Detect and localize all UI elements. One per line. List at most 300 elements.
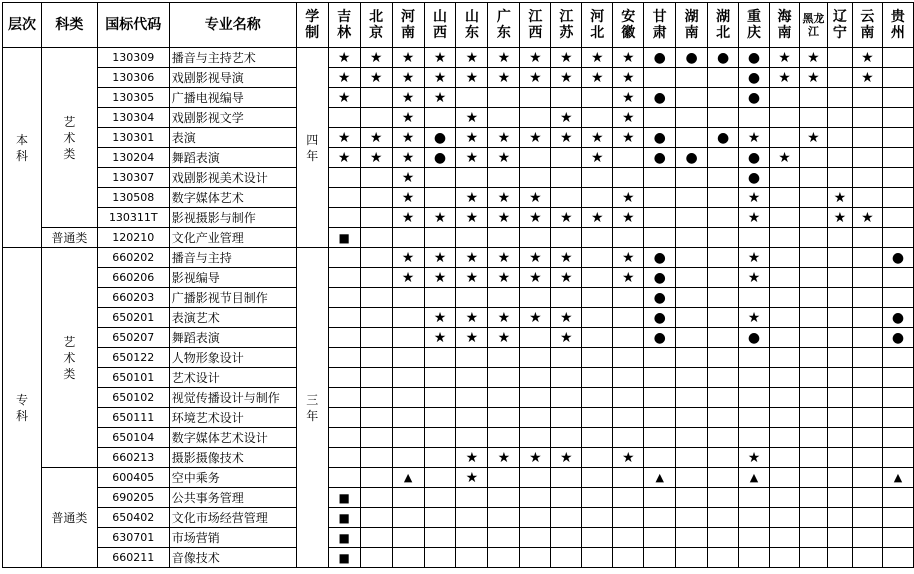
mark-cell bbox=[676, 368, 708, 388]
mark-cell bbox=[551, 508, 582, 528]
mark-cell: ★ bbox=[424, 208, 456, 228]
mark-cell bbox=[613, 548, 644, 568]
mark-cell bbox=[644, 408, 676, 428]
header-province-1-line2: 京 bbox=[369, 25, 384, 41]
mark-cell bbox=[328, 248, 360, 268]
header-province-4-line2: 东 bbox=[464, 25, 479, 41]
major-name: 数字媒体艺术设计 bbox=[169, 428, 296, 448]
mark-cell bbox=[424, 488, 456, 508]
mark-cell: ★ bbox=[424, 88, 456, 108]
mark-cell: ● bbox=[739, 48, 770, 68]
mark-cell bbox=[551, 468, 582, 488]
mark-cell bbox=[520, 348, 551, 368]
mark-cell: ★ bbox=[488, 68, 520, 88]
major-name: 市场营销 bbox=[169, 528, 296, 548]
major-name: 视觉传播设计与制作 bbox=[169, 388, 296, 408]
mark-cell bbox=[852, 528, 882, 548]
header-province-8-line1: 河 bbox=[590, 9, 605, 25]
table-row bbox=[3, 408, 914, 428]
mark-cell bbox=[676, 188, 708, 208]
major-code: 130309 bbox=[97, 48, 169, 68]
header-province-12-line2: 北 bbox=[716, 25, 731, 41]
mark-cell bbox=[424, 188, 456, 208]
mark-cell: ● bbox=[644, 48, 676, 68]
mark-cell bbox=[328, 368, 360, 388]
mark-cell bbox=[582, 348, 613, 368]
header-province-13 bbox=[739, 3, 770, 48]
mark-cell: ★ bbox=[582, 128, 613, 148]
mark-cell bbox=[613, 228, 644, 248]
mark-cell bbox=[456, 408, 488, 428]
mark-cell bbox=[328, 348, 360, 368]
category-arts-undergrad-char: 类 bbox=[63, 146, 76, 161]
mark-cell: ● bbox=[708, 128, 739, 148]
mark-cell: ★ bbox=[456, 248, 488, 268]
mark-cell bbox=[392, 528, 424, 548]
table-row bbox=[3, 68, 914, 88]
mark-cell bbox=[644, 428, 676, 448]
mark-cell: ★ bbox=[799, 48, 827, 68]
major-code: 660213 bbox=[97, 448, 169, 468]
mark-cell: ★ bbox=[551, 308, 582, 328]
mark-cell: ★ bbox=[613, 48, 644, 68]
mark-cell bbox=[392, 328, 424, 348]
mark-cell: ● bbox=[676, 48, 708, 68]
mark-cell bbox=[328, 408, 360, 428]
mark-cell bbox=[488, 348, 520, 368]
mark-cell bbox=[852, 228, 882, 248]
mark-cell bbox=[360, 228, 392, 248]
mark-cell bbox=[551, 368, 582, 388]
mark-cell bbox=[488, 468, 520, 488]
table-row bbox=[3, 148, 914, 168]
mark-cell: ★ bbox=[852, 48, 882, 68]
major-code: 650207 bbox=[97, 328, 169, 348]
mark-cell: ★ bbox=[551, 448, 582, 468]
mark-cell: ● bbox=[882, 308, 913, 328]
mark-cell bbox=[644, 448, 676, 468]
header-major: 专业名称 bbox=[169, 3, 296, 48]
mark-cell bbox=[676, 428, 708, 448]
mark-cell bbox=[799, 448, 827, 468]
mark-cell bbox=[676, 168, 708, 188]
mark-cell bbox=[799, 368, 827, 388]
mark-cell bbox=[644, 388, 676, 408]
mark-cell: ★ bbox=[739, 208, 770, 228]
mark-cell bbox=[799, 208, 827, 228]
mark-cell bbox=[676, 548, 708, 568]
mark-cell bbox=[676, 328, 708, 348]
mark-cell bbox=[852, 408, 882, 428]
mark-cell bbox=[644, 168, 676, 188]
mark-cell: ● bbox=[739, 88, 770, 108]
mark-cell: ★ bbox=[328, 88, 360, 108]
mark-cell bbox=[360, 288, 392, 308]
mark-cell bbox=[424, 448, 456, 468]
mark-cell bbox=[360, 208, 392, 228]
mark-cell bbox=[770, 548, 800, 568]
mark-cell bbox=[328, 288, 360, 308]
mark-cell: ★ bbox=[582, 48, 613, 68]
mark-cell bbox=[360, 448, 392, 468]
mark-cell bbox=[799, 348, 827, 368]
mark-cell bbox=[551, 408, 582, 428]
mark-cell bbox=[882, 48, 913, 68]
mark-cell bbox=[882, 408, 913, 428]
mark-cell bbox=[488, 388, 520, 408]
mark-cell bbox=[852, 428, 882, 448]
mark-cell: ★ bbox=[328, 68, 360, 88]
table-row bbox=[3, 268, 914, 288]
mark-cell bbox=[708, 408, 739, 428]
mark-cell bbox=[770, 388, 800, 408]
mark-cell bbox=[424, 108, 456, 128]
duration-four-years-char: 年 bbox=[306, 148, 319, 163]
mark-cell: ▲ bbox=[739, 468, 770, 488]
table-row bbox=[3, 48, 914, 68]
mark-cell bbox=[827, 148, 852, 168]
major-name: 戏剧影视导演 bbox=[169, 68, 296, 88]
mark-cell bbox=[770, 168, 800, 188]
mark-cell: ★ bbox=[520, 188, 551, 208]
mark-cell: ★ bbox=[456, 468, 488, 488]
header-province-7-line1: 江 bbox=[559, 9, 574, 25]
mark-cell bbox=[708, 428, 739, 448]
mark-cell bbox=[852, 248, 882, 268]
mark-cell bbox=[456, 548, 488, 568]
major-name: 戏剧影视文学 bbox=[169, 108, 296, 128]
mark-cell bbox=[827, 128, 852, 148]
mark-cell bbox=[520, 88, 551, 108]
mark-cell: ★ bbox=[739, 128, 770, 148]
mark-cell bbox=[739, 108, 770, 128]
mark-cell bbox=[708, 348, 739, 368]
mark-cell bbox=[676, 348, 708, 368]
mark-cell: ▲ bbox=[644, 468, 676, 488]
mark-cell: ★ bbox=[582, 148, 613, 168]
mark-cell bbox=[328, 308, 360, 328]
mark-cell bbox=[424, 228, 456, 248]
mark-cell bbox=[827, 548, 852, 568]
mark-cell: ■ bbox=[328, 528, 360, 548]
mark-cell bbox=[852, 368, 882, 388]
mark-cell bbox=[827, 48, 852, 68]
mark-cell: ★ bbox=[551, 128, 582, 148]
mark-cell: ★ bbox=[424, 328, 456, 348]
major-code: 650102 bbox=[97, 388, 169, 408]
mark-cell: ★ bbox=[392, 48, 424, 68]
major-code: 650111 bbox=[97, 408, 169, 428]
mark-cell: ★ bbox=[488, 448, 520, 468]
major-code: 650122 bbox=[97, 348, 169, 368]
major-code: 650101 bbox=[97, 368, 169, 388]
mark-cell: ★ bbox=[456, 128, 488, 148]
mark-cell: ★ bbox=[551, 48, 582, 68]
mark-cell bbox=[613, 348, 644, 368]
mark-cell: ★ bbox=[551, 268, 582, 288]
category-arts-undergrad-char: 术 bbox=[63, 130, 76, 145]
mark-cell bbox=[852, 328, 882, 348]
mark-cell bbox=[676, 488, 708, 508]
mark-cell bbox=[708, 388, 739, 408]
header-province-14-line1: 海 bbox=[777, 9, 792, 25]
mark-cell bbox=[770, 88, 800, 108]
mark-cell bbox=[488, 548, 520, 568]
mark-cell bbox=[582, 468, 613, 488]
level-undergrad-char: 本 bbox=[15, 132, 28, 147]
mark-cell bbox=[456, 228, 488, 248]
mark-cell bbox=[770, 528, 800, 548]
mark-cell: ★ bbox=[360, 148, 392, 168]
major-code: 120210 bbox=[97, 228, 169, 248]
mark-cell bbox=[424, 408, 456, 428]
mark-cell bbox=[582, 108, 613, 128]
mark-cell bbox=[392, 288, 424, 308]
mark-cell: ★ bbox=[739, 308, 770, 328]
mark-cell: ★ bbox=[392, 128, 424, 148]
header-province-13-line1: 重 bbox=[747, 9, 762, 25]
header-province-0-line2: 林 bbox=[337, 25, 352, 41]
table-row bbox=[3, 468, 914, 488]
mark-cell bbox=[676, 388, 708, 408]
mark-cell bbox=[392, 508, 424, 528]
mark-cell: ● bbox=[739, 148, 770, 168]
mark-cell: ★ bbox=[328, 48, 360, 68]
mark-cell bbox=[799, 328, 827, 348]
mark-cell bbox=[882, 488, 913, 508]
mark-cell bbox=[708, 268, 739, 288]
mark-cell bbox=[827, 388, 852, 408]
mark-cell bbox=[708, 208, 739, 228]
mark-cell bbox=[882, 288, 913, 308]
mark-cell bbox=[676, 228, 708, 248]
mark-cell bbox=[827, 228, 852, 248]
mark-cell bbox=[799, 528, 827, 548]
mark-cell bbox=[676, 528, 708, 548]
mark-cell: ★ bbox=[613, 268, 644, 288]
mark-cell bbox=[882, 108, 913, 128]
major-name: 播音与主持 bbox=[169, 248, 296, 268]
mark-cell bbox=[520, 488, 551, 508]
mark-cell: ★ bbox=[827, 208, 852, 228]
mark-cell bbox=[676, 108, 708, 128]
mark-cell bbox=[551, 388, 582, 408]
header-province-9-line2: 徽 bbox=[621, 25, 636, 41]
mark-cell bbox=[328, 208, 360, 228]
mark-cell bbox=[799, 408, 827, 428]
major-code: 660206 bbox=[97, 268, 169, 288]
mark-cell bbox=[392, 368, 424, 388]
mark-cell bbox=[799, 248, 827, 268]
header-duration-2: 制 bbox=[305, 25, 320, 41]
header-province-3 bbox=[424, 3, 456, 48]
mark-cell bbox=[852, 348, 882, 368]
mark-cell bbox=[360, 268, 392, 288]
mark-cell: ★ bbox=[456, 188, 488, 208]
mark-cell: ★ bbox=[770, 68, 800, 88]
header-province-8 bbox=[582, 3, 613, 48]
mark-cell bbox=[392, 348, 424, 368]
mark-cell bbox=[770, 248, 800, 268]
major-code: 650104 bbox=[97, 428, 169, 448]
mark-cell bbox=[392, 228, 424, 248]
mark-cell bbox=[852, 128, 882, 148]
duration-three-years-char: 三 bbox=[306, 392, 319, 407]
header-province-16-line1: 辽 bbox=[832, 9, 847, 25]
mark-cell bbox=[488, 88, 520, 108]
mark-cell bbox=[827, 528, 852, 548]
mark-cell: ★ bbox=[456, 268, 488, 288]
mark-cell: ● bbox=[644, 88, 676, 108]
mark-cell bbox=[827, 288, 852, 308]
major-code: 130301 bbox=[97, 128, 169, 148]
mark-cell: ★ bbox=[392, 208, 424, 228]
mark-cell: ★ bbox=[328, 128, 360, 148]
header-province-9-line1: 安 bbox=[621, 9, 636, 25]
mark-cell: ▲ bbox=[882, 468, 913, 488]
table-row bbox=[3, 348, 914, 368]
mark-cell bbox=[520, 388, 551, 408]
major-code: 130311T bbox=[97, 208, 169, 228]
mark-cell bbox=[739, 528, 770, 548]
mark-cell: ● bbox=[708, 48, 739, 68]
mark-cell bbox=[520, 468, 551, 488]
header-province-6-line2: 西 bbox=[528, 25, 543, 41]
major-code: 130304 bbox=[97, 108, 169, 128]
mark-cell: ● bbox=[739, 168, 770, 188]
mark-cell: ★ bbox=[360, 128, 392, 148]
mark-cell bbox=[488, 168, 520, 188]
header-province-15 bbox=[799, 3, 827, 48]
mark-cell bbox=[882, 268, 913, 288]
header-province-9 bbox=[613, 3, 644, 48]
header-province-0-line1: 吉 bbox=[337, 9, 352, 25]
mark-cell bbox=[488, 488, 520, 508]
mark-cell bbox=[613, 308, 644, 328]
table-row bbox=[3, 368, 914, 388]
mark-cell: ★ bbox=[852, 68, 882, 88]
duration-four-years bbox=[296, 48, 328, 248]
mark-cell bbox=[739, 288, 770, 308]
major-name: 播音与主持艺术 bbox=[169, 48, 296, 68]
mark-cell: ★ bbox=[613, 108, 644, 128]
mark-cell: ★ bbox=[739, 188, 770, 208]
mark-cell bbox=[392, 408, 424, 428]
major-name: 广播影视节目制作 bbox=[169, 288, 296, 308]
category-arts-undergrad bbox=[41, 48, 97, 228]
category-arts-junior-char: 艺 bbox=[63, 334, 76, 349]
category-arts-junior-char: 类 bbox=[63, 366, 76, 381]
major-name: 数字媒体艺术 bbox=[169, 188, 296, 208]
mark-cell bbox=[739, 548, 770, 568]
header-province-14-line2: 南 bbox=[777, 25, 792, 41]
mark-cell bbox=[827, 408, 852, 428]
table-row bbox=[3, 128, 914, 148]
major-code: 660202 bbox=[97, 248, 169, 268]
major-name: 环境艺术设计 bbox=[169, 408, 296, 428]
mark-cell bbox=[799, 388, 827, 408]
header-province-11 bbox=[676, 3, 708, 48]
header-duration-1: 学 bbox=[305, 9, 320, 25]
duration-four-years-char: 四 bbox=[306, 132, 319, 147]
mark-cell: ★ bbox=[456, 448, 488, 468]
header-province-5 bbox=[488, 3, 520, 48]
major-name: 艺术设计 bbox=[169, 368, 296, 388]
mark-cell bbox=[770, 508, 800, 528]
mark-cell: ★ bbox=[488, 308, 520, 328]
mark-cell: ★ bbox=[456, 208, 488, 228]
mark-cell bbox=[739, 428, 770, 448]
mark-cell bbox=[882, 168, 913, 188]
mark-cell bbox=[708, 528, 739, 548]
mark-cell bbox=[852, 448, 882, 468]
mark-cell bbox=[644, 368, 676, 388]
mark-cell bbox=[676, 308, 708, 328]
table-row bbox=[3, 488, 914, 508]
mark-cell bbox=[852, 508, 882, 528]
mark-cell bbox=[676, 88, 708, 108]
mark-cell bbox=[456, 288, 488, 308]
mark-cell bbox=[739, 508, 770, 528]
mark-cell: ● bbox=[644, 128, 676, 148]
header-province-17-line1: 云 bbox=[860, 9, 875, 25]
mark-cell bbox=[708, 108, 739, 128]
major-name: 舞蹈表演 bbox=[169, 328, 296, 348]
mark-cell bbox=[882, 68, 913, 88]
mark-cell: ● bbox=[739, 328, 770, 348]
mark-cell bbox=[799, 548, 827, 568]
mark-cell bbox=[799, 88, 827, 108]
duration-three-years bbox=[296, 248, 328, 568]
mark-cell bbox=[424, 288, 456, 308]
category-general-junior: 普通类 bbox=[41, 468, 97, 568]
mark-cell bbox=[799, 428, 827, 448]
mark-cell: ★ bbox=[488, 328, 520, 348]
mark-cell bbox=[328, 268, 360, 288]
mark-cell bbox=[799, 308, 827, 328]
mark-cell: ★ bbox=[392, 148, 424, 168]
mark-cell bbox=[613, 468, 644, 488]
mark-cell bbox=[676, 208, 708, 228]
header-province-18 bbox=[882, 3, 913, 48]
mark-cell bbox=[852, 548, 882, 568]
mark-cell bbox=[852, 268, 882, 288]
mark-cell bbox=[551, 288, 582, 308]
mark-cell bbox=[882, 448, 913, 468]
mark-cell bbox=[799, 168, 827, 188]
mark-cell: ● bbox=[644, 288, 676, 308]
header-province-12-line1: 湖 bbox=[716, 9, 731, 25]
mark-cell bbox=[582, 248, 613, 268]
mark-cell bbox=[852, 468, 882, 488]
mark-cell bbox=[520, 288, 551, 308]
mark-cell bbox=[613, 368, 644, 388]
mark-cell bbox=[852, 188, 882, 208]
mark-cell: ★ bbox=[551, 108, 582, 128]
mark-cell bbox=[708, 468, 739, 488]
mark-cell: ★ bbox=[582, 208, 613, 228]
major-name: 舞蹈表演 bbox=[169, 148, 296, 168]
mark-cell bbox=[582, 488, 613, 508]
table-row bbox=[3, 188, 914, 208]
mark-cell bbox=[676, 128, 708, 148]
mark-cell bbox=[739, 228, 770, 248]
mark-cell: ● bbox=[424, 128, 456, 148]
mark-cell bbox=[582, 428, 613, 448]
mark-cell bbox=[799, 488, 827, 508]
mark-cell bbox=[456, 428, 488, 448]
mark-cell bbox=[551, 88, 582, 108]
